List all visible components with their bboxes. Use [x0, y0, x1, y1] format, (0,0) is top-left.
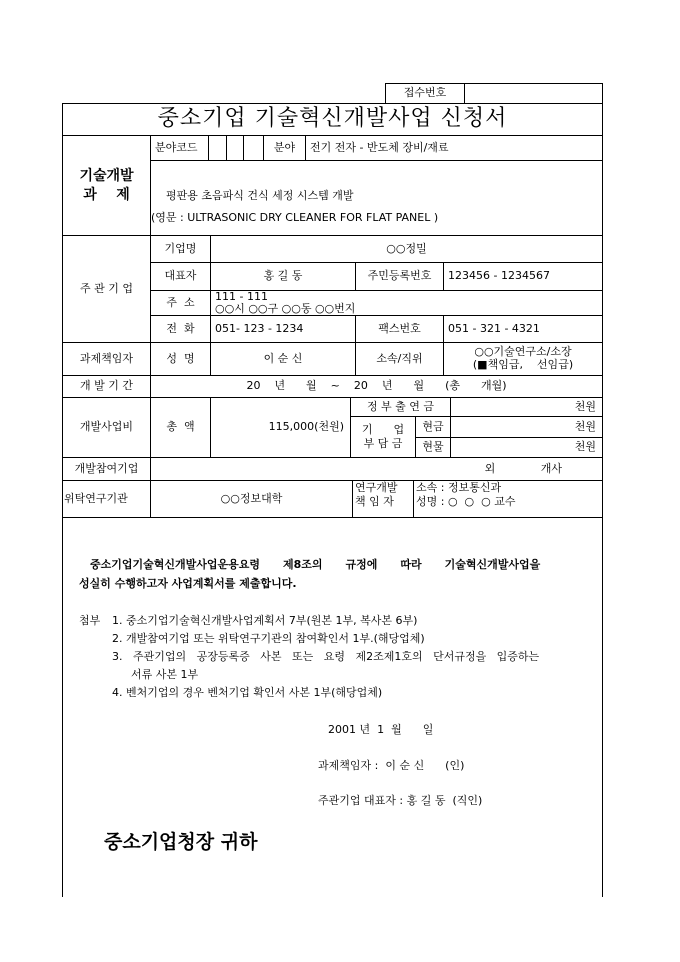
field-code-box-1[interactable] — [208, 135, 227, 161]
field-code-box-3[interactable] — [243, 135, 264, 161]
affiliation-cell — [443, 342, 603, 376]
research-head-affiliation: 소속 : 정보통신과 — [416, 481, 502, 494]
research-head-name: 성명 : ○ ○ ○ 교수 — [416, 495, 516, 509]
attachment-item: 4. 벤처기업의 경우 벤처기업 확인서 사본 1부(해당업체) — [112, 686, 383, 699]
representative-signature: 주관기업 대표자 : 홍 길 동 (직인) — [318, 794, 483, 807]
project-title-ko: 평판용 초음파식 건식 세정 시스템 개발 — [166, 189, 354, 202]
gov-fund: 천원 — [450, 397, 603, 417]
address-label: 주 소 — [150, 290, 211, 316]
postal-code: 111 - 111 — [215, 290, 268, 303]
rep-label: 대표자 — [150, 262, 211, 291]
manager-signature: 과제책임자 : 이 순 신 (인) — [318, 759, 465, 772]
budget-label: 개발사업비 — [62, 397, 151, 458]
statement-line-1: 중소기업기술혁신개발사업운용요령 제8조의 규정에 따라 기술혁신개발사업을 — [90, 558, 541, 571]
research-org-name: ○○정보대학 — [150, 480, 353, 518]
research-head-label-line2: 책 임 자 — [355, 495, 394, 509]
research-head-cell — [413, 480, 603, 518]
statement-line-2: 성실히 수행하고자 사업계획서를 제출합니다. — [79, 577, 297, 590]
in-kind-label: 현물 — [415, 437, 451, 458]
position-grade: (■책임급, 선임급) — [472, 358, 574, 371]
affiliation: ○○기술연구소/소장 — [474, 345, 572, 359]
field-code-box-2[interactable] — [226, 135, 244, 161]
total-label: 총 액 — [150, 397, 211, 458]
research-org-label: 위탁연구기관 — [62, 480, 151, 518]
period-value: 20 년 월 ~ 20 년 월 (총 개월) — [150, 375, 603, 398]
gov-fund-label: 정 부 출 연 금 — [350, 397, 451, 417]
period-label: 개 발 기 간 — [62, 375, 151, 398]
form-title: 중소기업 기술혁신개발사업 신청서 — [62, 103, 603, 136]
fax: 051 - 321 - 4321 — [443, 315, 603, 343]
addressee: 중소기업청장 귀하 — [104, 831, 258, 853]
id-number: 123456 - 1234567 — [443, 262, 603, 291]
fax-label: 팩스번호 — [355, 315, 444, 343]
attachment-item-continued: 서류 사본 1부 — [131, 668, 199, 681]
project-title-en: (영문 : ULTRASONIC DRY CLEANER FOR FLAT PANEL ) — [151, 211, 439, 224]
field-label: 분야 — [263, 135, 306, 161]
cash-label: 현금 — [415, 416, 451, 438]
project-label-line1: 기술개발 — [79, 168, 134, 185]
company-share-label — [350, 416, 416, 458]
company-name: ○○정밀 — [210, 235, 603, 263]
receipt-number-field[interactable] — [464, 83, 603, 104]
attachment-item: 1. 중소기업기술혁신개발사업계획서 7부(원본 1부, 복사본 6부) — [112, 614, 418, 627]
attachments-label: 첨부 — [79, 614, 101, 627]
manager-label: 과제책임자 — [62, 342, 151, 376]
application-date: 2001 년 1 월 일 — [328, 723, 434, 736]
field-code-label: 분야코드 — [150, 135, 209, 161]
phone-label: 전 화 — [150, 315, 211, 343]
cash-amount: 천원 — [450, 416, 603, 438]
total-amount: 115,000(천원) — [210, 397, 351, 458]
in-kind-amount: 천원 — [450, 437, 603, 458]
research-head-label — [352, 480, 414, 518]
affiliation-label: 소속/직위 — [355, 342, 444, 376]
address-cell — [210, 290, 603, 316]
attachment-item: 2. 개발참여기업 또는 위탁연구기관의 참여확인서 1부.(해당업체) — [112, 632, 425, 645]
attachment-item: 3. 주관기업의 공장등록증 사본 또는 요령 제2조제1호의 단서규정을 입증하는 — [112, 650, 540, 663]
company-share-label-line1: 기 업 — [361, 422, 405, 436]
company-label: 주 관 기 업 — [62, 235, 151, 343]
company-name-label: 기업명 — [150, 235, 211, 263]
id-number-label: 주민등록번호 — [355, 262, 444, 291]
phone: 051- 123 - 1234 — [210, 315, 356, 343]
manager-name: 이 순 신 — [210, 342, 356, 376]
receipt-number-label: 접수번호 — [385, 83, 465, 104]
field-value: 전기 전자 - 반도체 장비/재료 — [305, 135, 603, 161]
project-label — [62, 135, 151, 236]
rep-name: 홍 길 동 — [210, 262, 356, 291]
manager-name-label: 성 명 — [150, 342, 211, 376]
address: ○○시 ○○구 ○○동 ○○번지 — [215, 302, 356, 316]
research-head-label-line1: 연구개발 — [355, 481, 398, 494]
project-label-line2: 과 제 — [83, 186, 130, 203]
company-share-label-line2: 부 담 금 — [363, 437, 403, 450]
participants-label: 개발참여기업 — [62, 457, 151, 481]
participants-value: 외 개사 — [150, 457, 603, 481]
